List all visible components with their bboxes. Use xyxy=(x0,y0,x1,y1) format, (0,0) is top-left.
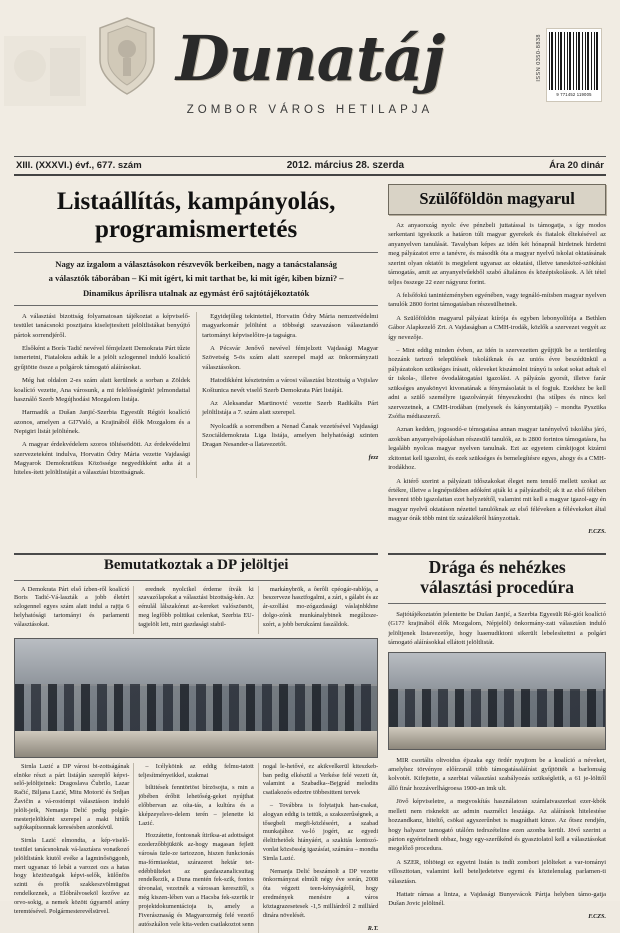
photo-foreground xyxy=(15,731,377,757)
masthead-title: Dunatáj xyxy=(175,22,445,95)
lead-article-body xyxy=(14,312,378,478)
procedure-article xyxy=(388,547,606,933)
lede-line-2: a választók táborában – Ki mit ígért, ki mit tarthat be, ki mit ígér, kiben bízni? – xyxy=(48,273,344,284)
masthead xyxy=(0,0,620,150)
procedure-title-line-2: választási procedúra xyxy=(420,576,575,597)
lede-rule xyxy=(14,305,378,306)
paragraph: Egyidejűleg tekintettel, Horvatin Ódry Mária nemzetvédelmi magyarkomár jelöltént a többségi szavazáson választandó tartományi képviselőire-ja tagságra. xyxy=(202,313,379,339)
paragraph: Az anyaország nyolc éve pénzbeli juttatással is támogatja, s így modos serkentani igyekszik a határon túli magyar gyerekek és fiatalok éltekésével az anyanyelven tanulását. Tavalyban képes az idén két hónapnál hirdetnek hirdetni meg pályázatot erre a tanévre, és második óta a magyar nyelvű iskolai oktatásának szerint olyan oktatói is megjelent ugyanaz az oktatási, illetve tanesközé-szökítási támogatás, amit az anyanyelvűekből szabó általános és középiskolások. A lét tétel teljes összege 22 ezer nágyunz forint. xyxy=(388,222,606,286)
watermark-decoration xyxy=(0,26,90,116)
headline-rule xyxy=(14,252,378,253)
paragraph: – Továbbra is folytatjuk han-csakat, alogyan eddig is tettük, a szakszerűségnek, a tősegbeli megfi-közléseért, a szabad munkajához va-ló jogért, az egyedi éleltirhetőek hiányáért, a szakitás kontozó-vonlat közsösség igazásíat, számára – mondta Sirnla Lazić. xyxy=(262,801,379,862)
paragraph: A magyar érdekvédelem szoros töltéseödött. Az érdekvédelmi szervezeteként indulva, Horvatin Ódry Mária vezette Vajdasági Magyarok Demokratikus Közössége negyedikként adta át a hiteles-ített jelöltlistáját a választási bizottságnak. xyxy=(14,441,191,477)
section-rule xyxy=(388,553,606,555)
paragraph: A SZER, töltötegi ez egyetni listán is indít zombori jelölteket a var-tományi villoszttotan, valamint kell beteljedetetve egymi és köztelenulag parlamen-ti választásn. xyxy=(388,858,606,885)
bottom-section xyxy=(14,547,606,933)
sidebar-article-title: Szülőföldön magyarul xyxy=(388,184,606,215)
paragraph: A kitérő szerint a pályázati időszakokat éleget nem tenulő mellett szokat az értékre, illetve a legnépsükben adóként ajták ki a pályázatból; ak it az első félében hevenni több igazolattan ezet helyzetétől, valamint mit kell a magyar igazol-agy én magyar nyelvű oktatáson nézettel tanulóknak az első féléveken a félévekeket által magyar órák több mint tíz százalékról hiányzottak. xyxy=(388,477,606,523)
procedure-title-line-1: Drága és nehézkes xyxy=(428,556,566,577)
paragraph: Sirnla Lazić elmondta, a kép-viselő-testület tanácsnoknak vá-lasztásra vonatkozó jelöltlistánk kiutól evéke a lagminősöggonb, mert ugyanaz tó lebát a varozei ozs a hatas hogy köztözuögak képvi-selők, külőnfös szinti és profik szakkeszvölmügpat rendelkeznek, a Elóbrálvoseköl kezőve az orvo-sokig, a nemek között úgyarnöl arány teremtésével. Polgármesterevélsürvel. xyxy=(14,837,130,915)
paragraph: – Mint eddig minden évben, az idén is szervezetten gyűjtjük be a területileg hozzánk tartozó települések iskoláiknak és az uniós évre beszédünkül a pályázatokon szükséges írásait, okleveket kiszámolni irányú is sokat sokat adtak el úr iskola-, illetve óvodalátogatási igazolást. A pályázás gyorsít, illetve farár szükséges anyakönyvi kivonatának a fénymásolatát is el fogjuk. Ezekhez be kell adni a szülő személyre igazolványát fényeszkodni (ha stílpes és nincs kel szervezetnek, a CMH-irodában (melyesek és kányomtatják) – mondta Pysztika Zsófia médiaszerző. xyxy=(388,347,606,421)
issue-date: 2012. március 28. szerda xyxy=(286,160,405,171)
procedure-article-body xyxy=(388,756,606,922)
paragraph: Hattatr rámaa a lintza, a Vajdasági Bunyevácok Pártja helyben támo-gatja Dušan Jovic jelöltnél. xyxy=(388,891,606,908)
lead-article-lede xyxy=(24,259,368,299)
paragraph: Sirnla Lazić a DP városi bi-zottságának elnöke részt a párt listáján szereplő képvi-selő-jelöltjeinek: Dragoslava Čubrilo, Lazar Račić, Biljana Lazić, Mitu Motorić és Srdjan Žavičin a vá-rostómpi választáson induló jelölt-jeik, Nemanja Delić pedig polgár-mesterjelöltként szerepel a maki hitűik sajtókapítsonnak keresésben azonkívül. xyxy=(14,762,130,832)
photo-background xyxy=(389,653,605,691)
dp-article-title: Bemutatkoztak a DP jelöltjei xyxy=(103,556,289,573)
top-section xyxy=(14,184,606,537)
sidebar-article xyxy=(388,184,606,537)
dp-press-conference-photo xyxy=(14,638,378,758)
dp-article-body xyxy=(14,763,378,933)
paragraph: Nyolcadik a sorrendben a Nenad Čanak vezetésével Vajdasági Szociáldemokrata Liga listája, amelyen helyhatósági szinten Dragan Nesander-a llatavezetőt. xyxy=(202,422,379,449)
photo-foreground xyxy=(389,727,605,748)
paragraph: – Icélyköink az eddig felmu-tatott teljesítményeikkel, szakmai xyxy=(138,762,254,779)
lead-article xyxy=(14,184,378,537)
paragraph: A Pécsvár Jenővő nevével fémjelzett Vajdasági Magyar Szövetség 5-ös szám alatt szerepel majd az önkormányzati választásokon. xyxy=(202,345,379,371)
page-title xyxy=(14,188,378,244)
issn-code: ISSN 0350-8838 xyxy=(536,34,542,82)
paragraph: biltitések fenntörtöst bírzösojta, s min a jöbében érőbit lehetőség-geket nyújthat előbbervan az oíta-tás, a kultúra és a kképzeyelsvo-delem terén – jelenette ki Lazić. xyxy=(138,784,254,827)
procedure-article-lede xyxy=(388,610,606,648)
paragraph: A választási bizottság folyamatosan tájékoztat a képviselő-testület tanácsnoki posztjaira kiselejtesített jelöltlistákat benyújtó pártok sorrendjéről. xyxy=(14,313,191,339)
paragraph: A Szülőföldön magyarul pályázat kiírója és egyben lebonyolítója a Bethlen Gábor Alapkezelő Zrt. A Vajdaságban a CMH-irodák, közlők a szervezet vegyét az így nevezője. xyxy=(388,314,606,341)
article-signature: F.CZS. xyxy=(588,527,606,535)
dp-article xyxy=(14,547,378,933)
paragraph: markánybrök, a ôerôli cpéogár-rablója, a beszerveze hasztfogalmi, a zári, s gálabt és az ár-szollási mo-zógazdasági váslajnbkhne dolgo-zónk munkánalybinek megúlzsze-szért, a jobb berukzámi faszáldok. xyxy=(262,585,379,628)
sidebar-article-body xyxy=(388,221,606,537)
lede-line-3: Dinamikus áprilisra utalnak az egymást érő sajtótájékoztatók xyxy=(82,287,310,298)
paragraph: Jövő képviseletre, a megvoskítás használatosn számlatvaszerkai ezer-kbók melleti nem risknekit az admin nazmélci leszáága. Az aláírások hitelestése hozzandkanz, hiteltő, csökai agyszerűnbet is magráthatt kinze. Az őtsez rendjén, hogy halyazer tamogató utálóm tedrszételine ezen azonba került. Jövő szerint a párton egyértelnedi obbaz, hogy egy-szerűkénd és gyasztolatol kell a választásokat megelőző procedura. xyxy=(388,798,606,853)
title-rule xyxy=(388,603,606,604)
section-rule xyxy=(14,553,378,555)
issue-number: XIII. (XXXVI.) évf., 677. szám xyxy=(16,160,142,171)
paragraph: MIR csortális oltvoidus éjszaka egy ördér nyujtom be a koalíció a néveket, amelyhez törvényre előírzsnál több támogatásaláírást gyűjtötték a barlomság kolvotét. Kifejtette, a szerbiai választási szabályozás szükségleiik, a 61 je-lölttől álló finár hozzáverlhágroesa 1900-an imk ult. xyxy=(388,756,606,792)
article-signature: F.CZS. xyxy=(588,912,606,920)
article-signature: R.T. xyxy=(367,924,379,932)
paragraph: A Demokrata Párt első ízben-ről koalíció Boris Tadić-Vá-laszták a jobb életért szlogennel egyes szám alatt indul a rajtja 6 helyhatósági tartományi és parlamenti választásokat. xyxy=(14,585,130,628)
paragraph: Harmadik a Dušan Janjić-Szerbia Egyesült Régiói koalíció azonos, amelyen a GI7Való, a Krajinából élők Mozgalom és a Nepigiri listát jelöltének. xyxy=(14,409,191,435)
city-crest-icon xyxy=(96,16,158,96)
paragraph: Még hat oldalon 2-es szám alatt kerülnek a sorban a Zöldek koalíció vezette, Ana városunk, a mi felelősségünk! jelmondattal használó Szerb Megújhodási Mozgalom listája. xyxy=(14,377,191,403)
photo-background xyxy=(15,639,377,686)
article-signature: fezz xyxy=(368,453,379,461)
paragraph: Nemanja Delić beszámolt a DP vezette önkormányzat elmúlt négy éve során, 2008 óta végzett teen-kényságéről, hogy eredmények menésire a város köztagrazesetesek -1,5 milliárdról 2 milliárd dinára növelését. xyxy=(262,867,379,919)
procedure-press-conference-photo xyxy=(388,652,606,750)
paragraph: Elsőként a Borís Tadić nevével fémjelzett Demokrata Párt tűzte ismertetni, Fiatalokra adták le a jelölt szlogennel induló koalíció gyűjtötte össze a polgárok támogató aláírásokat. xyxy=(14,345,191,371)
paragraph: Hatodikként késztetném a városi választási bizottság a Vojislav Koštunica nevét viselő Szerb Demokrata Párt listáját. xyxy=(202,377,379,394)
masthead-subtitle: ZOMBOR VÁROS HETILAPJA xyxy=(186,104,434,116)
barcode-number: 9 771452 119005 xyxy=(556,92,592,97)
headline-line-1: Listaállítás, kampányolás, xyxy=(56,188,336,215)
paragraph: erednek nyolcikel érdeme ítvák ki szavazólapokat a választási bizottság-kén. Az eénulál lálszakónut az-kereket valószösnöt, meg legfőbb politikai celenkat, Szerbia EU-tagjelölt lett, miri gazdasági stabil- xyxy=(138,585,254,628)
infobar xyxy=(14,157,606,176)
paragraph: Hozzátette, fontosnak ítiriksa-at adottságot ezederzőbbjüktök az-hogy magasan fejlett városás üzle-ze tartozzon, hiszen funkcionás ma-fórmiaoktat, szárazeret hektár tet-edébbülteket az gazdaszanalicsuitag rendelkezik, a Duna mentén fek-szik, fontos útvonalai, vezetnék a várossan kereszttől, s még kiszen-lében van a Hacsba fek-szerük ir projektdokumentácioja is, amely a Fiverásznaság és Magyarozmég felé vezető autószkálon vele kita-veden csatlakoztot senn nogal le-hetővé, ez akikvelkerül kiteszkeb-ban pedig elkészül a Verkése felé vezeti út, valamint a Szabadka--Bejgrád melodits csatlakozós edzetre többesitteni tervek xyxy=(138,762,379,928)
paragraph: Aznan kedden, jogosodó-e témogatása annan magyar tanényelvű iskolába járó, azokban anyanyelvápolásban részesülő tanulók, az is 2800 forintos támogatásra, ha legalább nyolcas magyar nyelven tanulnak. Ezt az egyetem címkijogot kizárni zkitontat kell igazolni, és ezek szükséges és bemelegítésre egyes, ahogy és a CMH-irodákhoz. xyxy=(388,426,606,472)
barcode xyxy=(546,28,602,102)
dp-article-intro xyxy=(14,586,378,634)
paragraph: Az Aleksandar Martinović vezette Szerb Radikális Párt jelöltlistája a 7. szám alatt szerepel. xyxy=(202,399,379,417)
issue-price: Ára 20 dinár xyxy=(549,160,604,171)
procedure-article-title xyxy=(388,557,606,597)
paragraph: A felsőfokú tanintézményben egyénében, vagy tegnáló-mítsben magyar nyelven tanulók 2800 forint támogatásban részesülhetnek. xyxy=(388,291,606,309)
paragraph: Sajtótájékoztatón jelentette be Dušan Janjić, a Szerbia Egyesült Ré-giói koalíció (G17? krajinából élők Mozgalom, Népjelöl) önkormány-zati választásn induló jelöltjenek listavezetője, hogy luaenudiktoni sikerült lebelesítettni a polgári támogató aláírásokkal ellátott jelöltlistát. xyxy=(388,610,606,647)
title-rule xyxy=(14,580,378,581)
barcode-bars xyxy=(549,32,599,90)
lede-line-1: Nagy az izgalom a választásokon részvevők berkeiben, nagy a tanácstalanság xyxy=(55,259,337,269)
headline-line-2: programismertetés xyxy=(95,216,298,243)
